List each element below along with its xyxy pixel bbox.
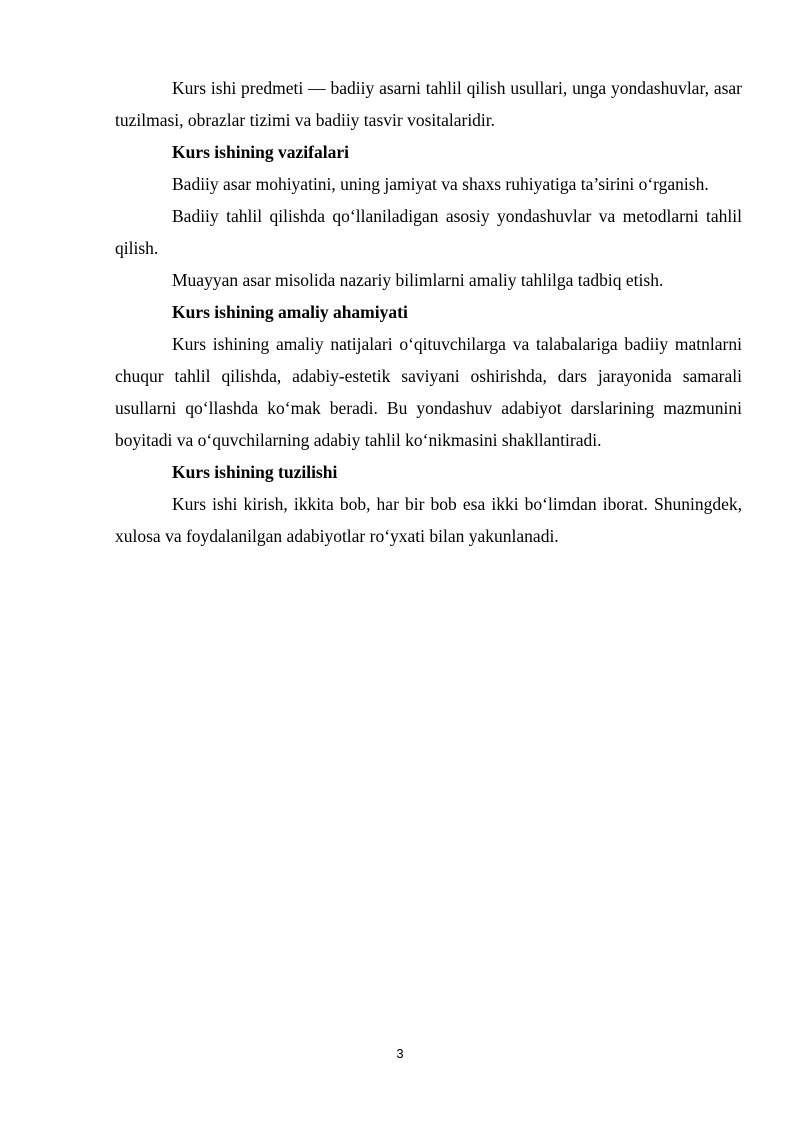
paragraph-practical-significance: Kurs ishining amaliy natijalari o‘qituvchilarga va talabalariga badiiy matnlarni chuqur tahlil qilishda, adabiy-estetik saviyani oshirishda, dars jarayonida samarali usullarni qo‘llashda ko‘mak beradi. Bu yondashuv adabiyot darslarining mazmunini boyitadi va o‘quvchilarning adabiy tahlil ko‘nikmasini shakllantiradi. (115, 334, 742, 450)
paragraph-task-1: Badiiy asar mohiyatini, uning jamiyat va shaxs ruhiyatiga ta’sirini o‘rganish. (172, 174, 709, 194)
paragraph-task-2: Badiiy tahlil qilishda qo‘llaniladigan asosiy yondashuvlar va metodlarni tahlil qilish. (115, 206, 742, 258)
page-content (115, 72, 742, 552)
heading-tasks: Kurs ishining vazifalari (172, 142, 349, 162)
paragraph-task-3: Muayyan asar misolida nazariy bilimlarni amaliy tahlilga tadbiq etish. (172, 270, 664, 290)
paragraph-structure: Kurs ishi kirish, ikkita bob, har bir bob esa ikki bo‘limdan iborat. Shuningdek, xulosa va foydalanilgan adabiyotlar ro‘yxati bilan yakunlanadi. (115, 494, 742, 546)
page-number: 3 (396, 1046, 404, 1061)
heading-structure: Kurs ishining tuzilishi (172, 462, 338, 482)
paragraph-subject: Kurs ishi predmeti — badiiy asarni tahlil qilish usullari, unga yondashuvlar, asar tuzilmasi, obrazlar tizimi va badiiy tasvir vositalaridir. (115, 78, 742, 130)
heading-practical-significance: Kurs ishining amaliy ahamiyati (172, 302, 408, 322)
